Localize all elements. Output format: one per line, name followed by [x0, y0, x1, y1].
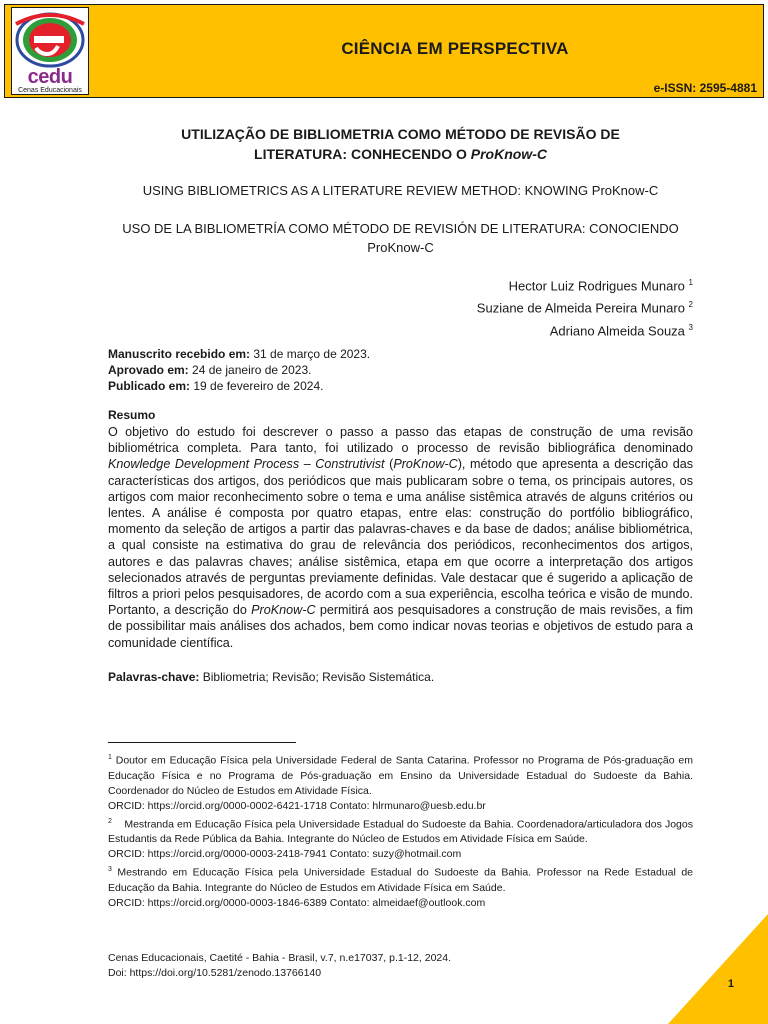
keywords-label: Palavras-chave:	[108, 670, 200, 684]
footnote-1	[108, 750, 693, 799]
author-3-name: Adriano Almeida Souza	[549, 322, 685, 338]
author-2	[108, 295, 693, 317]
author-1-name: Hector Luiz Rodrigues Munaro	[508, 278, 685, 294]
title-portuguese	[108, 124, 693, 164]
title-spanish: USO DE LA BIBLIOMETRÍA COMO MÉTODO DE REVISIÓN DE LITERATURA: CONOCIENDO ProKnow-C	[122, 221, 679, 255]
published-value: 19 de fevereiro de 2024.	[190, 379, 324, 393]
abstract-part: ), método que apresenta a descrição das características dos artigos, dos periódicos que mais publicaram sobre o tema, os principais autores, os artigos com maior reconhecimento sobre o tema e uma análise sistêmica através de alguns critérios ou lentes. A análise é composta por quatro etapas, entre elas: construção do portfólio bibliográfico, momento da seleção de artigos a partir das palavras-chaves e da base de dados; análise bibliométrica, a qual consiste na estimativa do grau de relevância dos periódicos, reconhecimentos dos artigos, autores e das palavras chaves; análise sistêmica, etapa em que ocorre a interpretação dos artigos selecionados através de perguntas previamente definidas. Vale destacar que é sugerido a aplicação de filtros a priori pelos pesquisadores, de acordo com a sua experiência, escolha teórica e visão de mundo. Portanto, a descrição do	[108, 457, 693, 618]
cedu-e-icon	[14, 10, 86, 68]
abstract-text	[108, 424, 693, 651]
footnote-3-text: Mestrando em Educação Física pela Universidade Estadual do Sudoeste da Bahia. Professor na Rede Estadual de Educação da Bahia. Integrante do Núcleo de Estudos em Atividade Física em Saúde.	[108, 866, 693, 894]
date-published	[108, 378, 693, 394]
footnote-divider	[108, 742, 296, 743]
abstract-italic: ProKnow-C	[251, 603, 316, 618]
date-received	[108, 346, 693, 362]
footnote-3	[108, 862, 693, 896]
page-number: 1	[727, 978, 734, 990]
logo-word: cedu	[27, 66, 73, 88]
journal-logo	[11, 7, 89, 95]
footnote-1-orcid: ORCID: https://orcid.org/0000-0002-6421-1718 Contato: hlrmunaro@uesb.edu.br	[108, 799, 486, 812]
author-list	[108, 273, 693, 340]
published-label: Publicado em:	[108, 379, 191, 393]
author-1	[108, 273, 693, 295]
footnote-1-mark: 1	[108, 754, 112, 761]
footnote-2-orcid: ORCID: https://orcid.org/0000-0003-2418-7941 Contato: suzy@hotmail.com	[108, 848, 462, 860]
title-pt-line2: LITERATURA: CONHECENDO O	[254, 146, 471, 162]
received-label: Manuscrito recebido em:	[108, 347, 251, 361]
title-english: USING BIBLIOMETRICS AS A LITERATURE REVIEW METHOD: KNOWING ProKnow-C	[142, 183, 659, 198]
keywords	[108, 670, 693, 684]
title-pt-italic: ProKnow-C	[470, 146, 547, 162]
abstract-italic: Knowledge Development Process – Construtivist	[108, 457, 385, 472]
citation-line1: Cenas Educacionais, Caetité - Bahia - Brasil, v.7, n.e17037, p.1-12, 2024.	[108, 952, 452, 964]
approved-label: Aprovado em:	[108, 363, 189, 377]
citation	[108, 951, 693, 981]
corner-decoration	[668, 914, 768, 1024]
author-3-mark: 3	[688, 322, 693, 332]
logo-tagline: Cenas Educacionais	[18, 87, 82, 94]
footnote-3-mark: 3	[108, 866, 112, 873]
footnotes	[108, 750, 696, 911]
journal-header	[4, 4, 764, 98]
author-3	[108, 318, 693, 340]
footnote-2-mark: 2	[108, 817, 112, 825]
abstract-heading: Resumo	[108, 408, 156, 422]
author-2-mark: 2	[688, 300, 693, 310]
abstract-part: (	[384, 457, 394, 472]
journal-title: CIÊNCIA EM PERSPECTIVA	[341, 39, 569, 58]
abstract-part: permitirá aos pesquisadores a construção de mais revisões, a fim de possibilitar mais análises dos achados, bem como indicar novas teorias e objetivos de estudo para a comunidade científica.	[108, 603, 693, 650]
footnote-1-text: Doutor em Educação Física pela Universidade Federal de Santa Catarina. Professor no Programa de Pós-graduação em Educação Física e no Programa de Pós-graduação em Ensino da Universidade Estadual do Sudoeste da Bahia. Coordenador do Núcleo de Estudos em Atividade Física.	[108, 754, 693, 797]
footnote-2-text: Mestranda em Educação Física pela Universidade Estadual do Sudoeste da Bahia. Coordenadora/articuladora dos Jogos Estudantis da Rede Pública da Bahia. Integrante do Núcleo de Estudos em Atividade Física em Saúde.	[108, 818, 696, 845]
date-approved	[108, 362, 693, 378]
approved-value: 24 de janeiro de 2023.	[188, 363, 312, 377]
citation-doi: Doi: https://doi.org/10.5281/zenodo.13766140	[108, 967, 322, 979]
received-value: 31 de março de 2023.	[250, 347, 371, 361]
issn: e-ISSN: 2595-4881	[653, 81, 757, 95]
footnote-2	[108, 814, 696, 848]
author-1-mark: 1	[688, 278, 693, 287]
footnote-3-orcid: ORCID: https://orcid.org/0000-0003-1846-6389 Contato: almeidaef@outlook.com	[108, 896, 486, 909]
keywords-text: Bibliometria; Revisão; Revisão Sistemática.	[199, 670, 435, 684]
abstract-part: O objetivo do estudo foi descrever o passo a passo das etapas de construção de uma revisão bibliométrica completa. Para tanto, foi utilizado o processo de revisão bibliográfica denominado	[108, 425, 693, 456]
author-2-name: Suziane de Almeida Pereira Munaro	[476, 300, 685, 316]
title-pt-line1: UTILIZAÇÃO DE BIBLIOMETRIA COMO MÉTODO DE REVISÃO DE	[181, 126, 620, 142]
manuscript-dates	[108, 346, 693, 394]
abstract-italic: ProKnow-C	[393, 457, 458, 472]
